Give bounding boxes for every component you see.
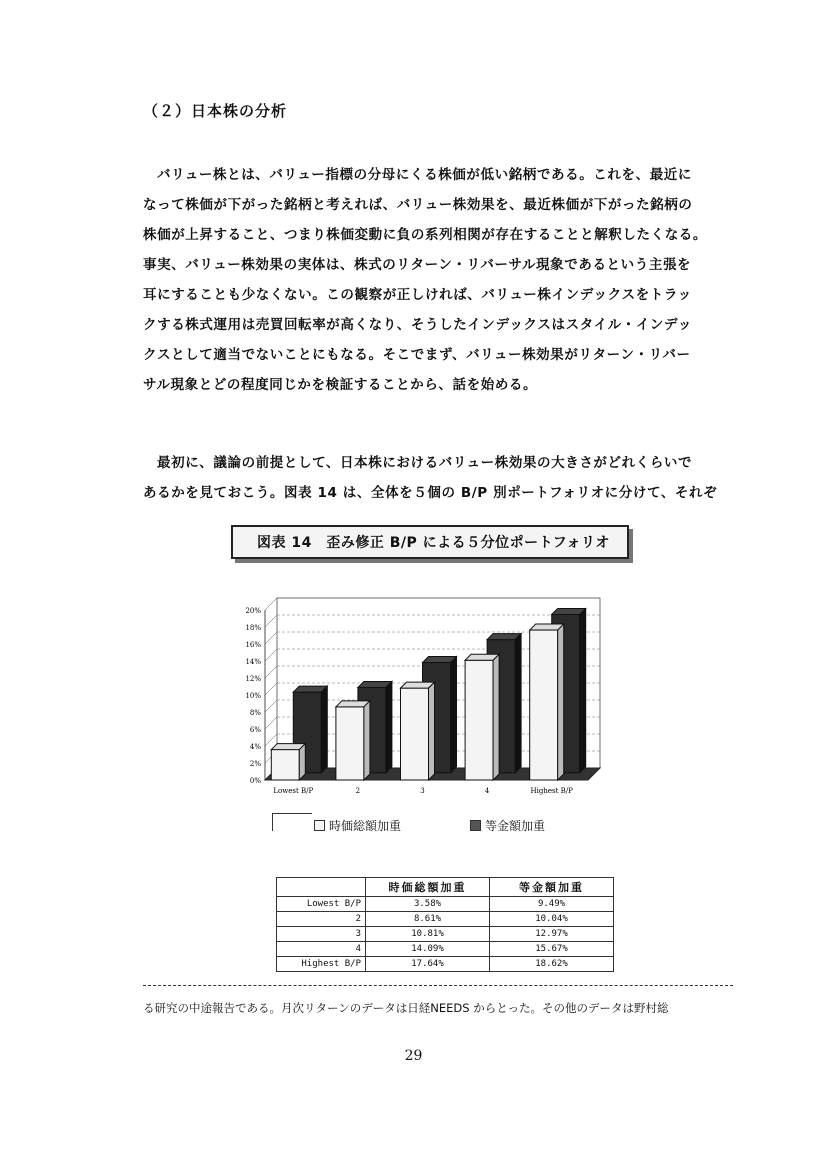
table-cell: 9.49% — [490, 897, 614, 912]
gridline-diagonal — [265, 632, 277, 644]
table-cell: 17.64% — [366, 957, 490, 972]
paragraph-1 — [143, 160, 733, 400]
paragraph-1-line: 耳にすることも少なくない。この観察が正しければ、バリュー株インデックスをトラッ — [143, 287, 692, 303]
bar-chart — [225, 590, 610, 805]
table-cell: 2 — [277, 912, 366, 927]
paragraph-2-line: あるかを見ておこう。図表 14 は、全体を５個の B/P 別ポートフォリオに分けて、それぞ — [143, 485, 718, 501]
table-cell: 8.61% — [366, 912, 490, 927]
paragraph-1-line: 株価が上昇すること、つまり株価変動に負の系列相関が存在することと解釈したくなる。 — [143, 227, 707, 243]
footnote: る研究の中途報告である。月次リターンのデータは日経NEEDS からとった。その他のデータは野村総 — [143, 1001, 669, 1015]
y-tick-label: 0% — [249, 777, 261, 785]
table-cell: 3.58% — [366, 897, 490, 912]
table-cell: 14.09% — [366, 942, 490, 957]
table-row — [277, 897, 614, 912]
y-tick-label: 12% — [245, 675, 261, 683]
x-tick-label: 2 — [355, 787, 361, 795]
x-tick-label: Highest B/P — [530, 787, 573, 795]
bar-cap-weight — [530, 630, 558, 780]
gridline-diagonal — [265, 700, 277, 712]
legend-swatch-2 — [470, 820, 481, 831]
table-row — [277, 912, 614, 927]
paragraph-1-line: クスとして適当でないことにもなる。そこでまず、バリュー株効果がリターン・リバー — [143, 347, 691, 363]
bar-equal-weight-side — [451, 657, 457, 773]
chart-legend — [272, 813, 602, 835]
paragraph-2-line: 最初に、議論の前提として、日本株におけるバリュー株効果の大きさがどれくらいで — [157, 455, 693, 471]
table-cell: 10.04% — [490, 912, 614, 927]
table-header-row — [277, 878, 614, 897]
legend-label-1: 時価総額加重 — [329, 819, 402, 833]
gridline-diagonal — [265, 734, 277, 746]
footnote-divider — [143, 985, 733, 986]
table-cell: Highest B/P — [277, 957, 366, 972]
bar-cap-weight — [336, 707, 364, 780]
legend-item-1 — [314, 817, 401, 834]
results-table — [276, 877, 614, 972]
page-number: 29 — [404, 1048, 423, 1064]
table-cell: 4 — [277, 942, 366, 957]
x-tick-label: 3 — [420, 787, 425, 795]
section-heading: （２）日本株の分析 — [143, 102, 288, 120]
paragraph-1-line: なって株価が下がった銘柄と考えれば、バリュー株効果を、最近株価が下がった銘柄の — [143, 197, 693, 213]
gridline-diagonal — [265, 598, 277, 610]
bar-cap-weight — [401, 688, 429, 780]
table-header-cell: 等金額加重 — [490, 878, 614, 897]
paragraph-1-line: クする株式運用は売買回転率が高くなり、そうしたインデックスはスタイル・インデッ — [143, 317, 692, 333]
legend-swatch-1 — [314, 820, 325, 831]
y-tick-label: 16% — [245, 641, 261, 649]
gridline-diagonal — [265, 615, 277, 627]
y-tick-label: 14% — [245, 658, 261, 666]
paragraph-1-line: バリュー株とは、バリュー指標の分母にくる株価が低い銘柄である。これを、最近に — [157, 167, 692, 183]
y-tick-label: 4% — [249, 743, 261, 751]
figure-title — [231, 525, 629, 559]
x-tick-label: 4 — [484, 787, 490, 795]
table-cell: 12.97% — [490, 927, 614, 942]
y-tick-label: 8% — [249, 709, 261, 717]
y-tick-label: 20% — [245, 607, 261, 615]
legend-label-2: 等金額加重 — [485, 819, 546, 833]
paragraph-1-line: サル現象とどの程度同じかを検証することから、話を始める。 — [143, 377, 538, 393]
table-row — [277, 942, 614, 957]
paragraph-2 — [143, 448, 733, 508]
bar-cap-weight-side — [558, 624, 564, 780]
table-cell: 18.62% — [490, 957, 614, 972]
table-cell: 10.81% — [366, 927, 490, 942]
y-tick-label: 10% — [245, 692, 261, 700]
gridline-diagonal — [265, 717, 277, 729]
table-row — [277, 927, 614, 942]
bar-equal-weight-side — [515, 634, 521, 773]
gridline-diagonal — [265, 649, 277, 661]
bar-cap-weight — [271, 750, 299, 780]
table-header-cell — [277, 878, 366, 897]
bar-cap-weight-side — [299, 744, 305, 780]
table-header-cell: 時価総額加重 — [366, 878, 490, 897]
bar-cap-weight-side — [493, 654, 499, 780]
table-cell: Lowest B/P — [277, 897, 366, 912]
gridline-diagonal — [265, 683, 277, 695]
y-tick-label: 6% — [249, 726, 261, 734]
bar-cap-weight-side — [429, 682, 435, 780]
legend-item-2 — [470, 817, 545, 834]
y-tick-label: 2% — [249, 760, 261, 768]
x-tick-label: Lowest B/P — [273, 787, 314, 795]
table-row — [277, 957, 614, 972]
bar-equal-weight-side — [321, 686, 327, 773]
table-cell: 15.67% — [490, 942, 614, 957]
paragraph-1-line: 事実、バリュー株効果の実体は、株式のリターン・リバーサル現象であるという主張を — [143, 257, 692, 273]
y-tick-label: 18% — [245, 624, 261, 632]
bar-cap-weight-side — [364, 701, 370, 780]
figure-title-text: 図表 14 歪み修正 B/P による５分位ポートフォリオ — [257, 535, 610, 551]
bar-equal-weight-side — [386, 681, 392, 772]
bar-equal-weight-side — [580, 609, 586, 773]
bar-cap-weight — [465, 660, 493, 780]
gridline-diagonal — [265, 666, 277, 678]
table-cell: 3 — [277, 927, 366, 942]
